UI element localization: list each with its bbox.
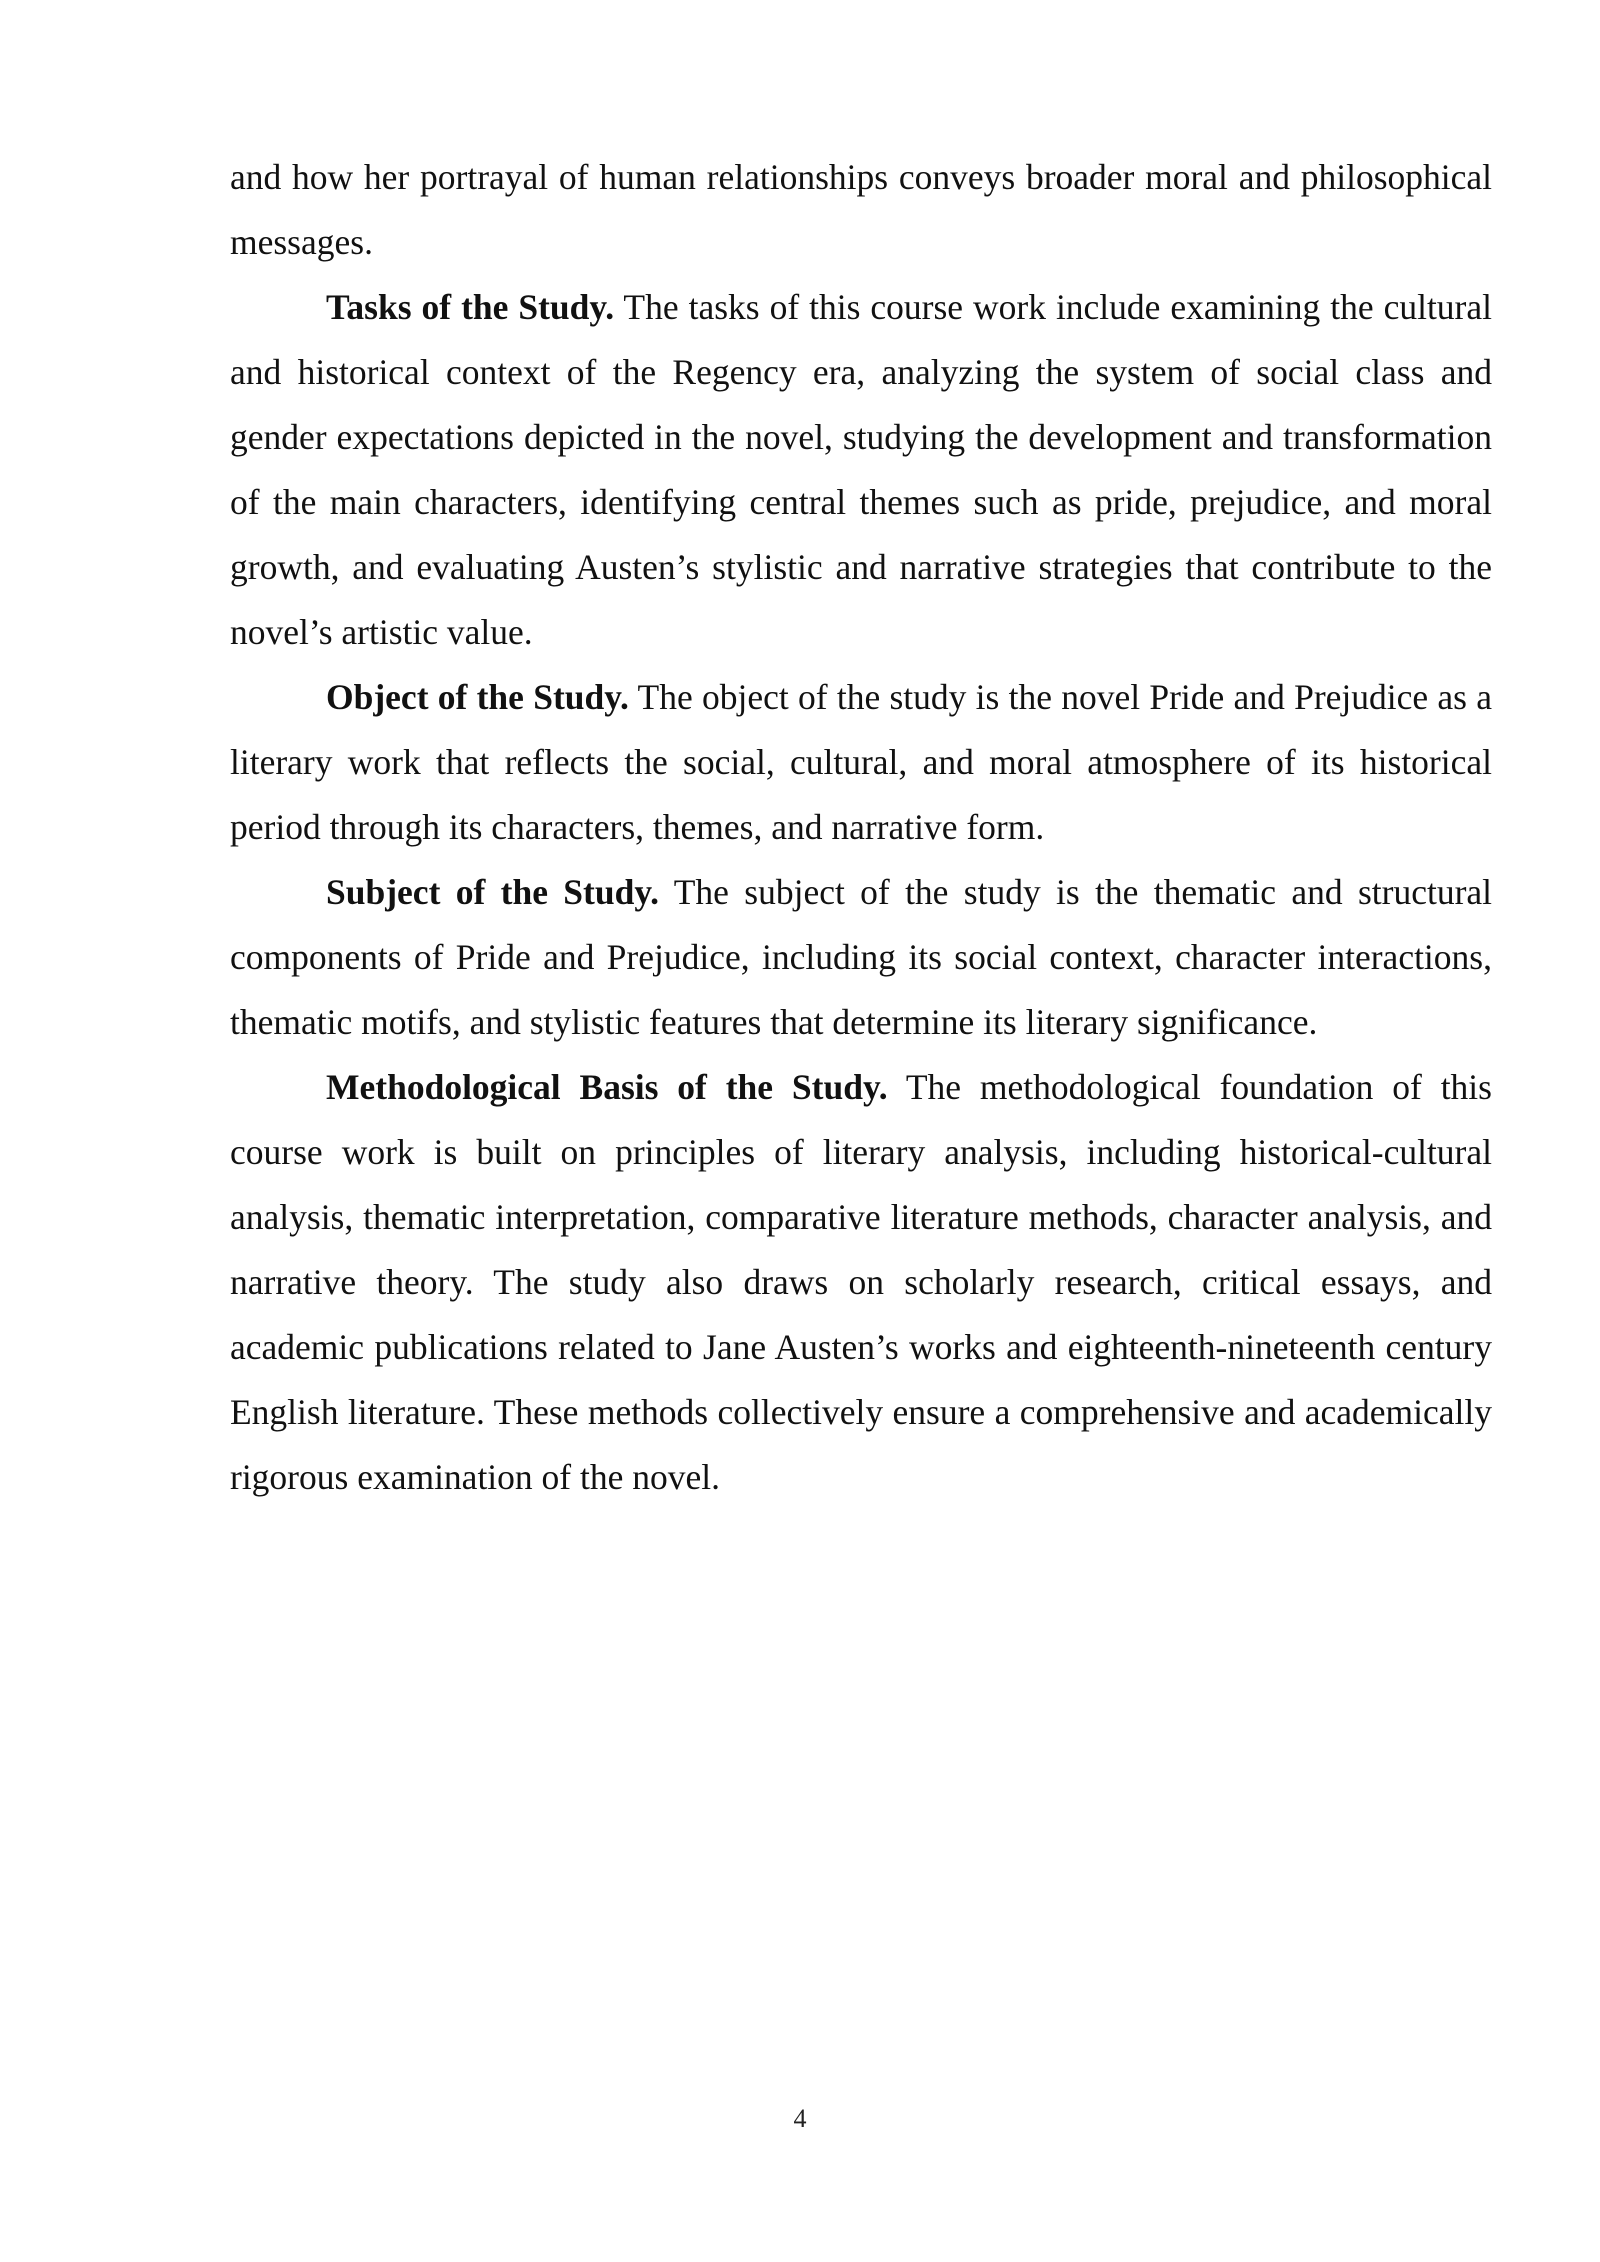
tasks-heading: Tasks of the Study.: [326, 287, 615, 327]
body-text: [230, 145, 1492, 1510]
subject-heading: Subject of the Study.: [326, 872, 660, 912]
object-heading: Object of the Study.: [326, 677, 629, 717]
object-body: The object of the study is the novel Pride and Prejudice as a literary work that reflects the social, cultural, and moral atmosphere of its historical period through its characters, themes, and narrative form.: [230, 677, 1492, 847]
methodology-heading: Methodological Basis of the Study.: [326, 1067, 888, 1107]
methodology-paragraph: [230, 1055, 1492, 1510]
object-paragraph: [230, 665, 1492, 860]
subject-paragraph: [230, 860, 1492, 1055]
methodology-body: The methodological foundation of this course work is built on principles of literary analysis, including historical-cultural analysis, thematic interpretation, comparative literature methods, character analysis, and narrative theory. The study also draws on scholarly research, critical essays, and academic publications related to Jane Austen’s works and eighteenth-nineteenth century English literature. These methods collectively ensure a comprehensive and academically rigorous examination of the novel.: [230, 1067, 1492, 1497]
tasks-paragraph: [230, 275, 1492, 665]
subject-body: The subject of the study is the thematic and structural components of Pride and Prejudice, including its social context, character interactions, thematic motifs, and stylistic features that determine its literary significance.: [230, 872, 1493, 1042]
continuation-paragraph: and how her portrayal of human relationships conveys broader moral and philosophical messages.: [230, 157, 1492, 262]
page-number: 4: [793, 2104, 807, 2133]
tasks-body: The tasks of this course work include examining the cultural and historical context of the Regency era, analyzing the system of social class and gender expectations depicted in the novel, studying the development and transformation of the main characters, identifying central themes such as pride, prejudice, and moral growth, and evaluating Austen’s stylistic and narrative strategies that contribute to the novel’s artistic value.: [230, 287, 1492, 652]
